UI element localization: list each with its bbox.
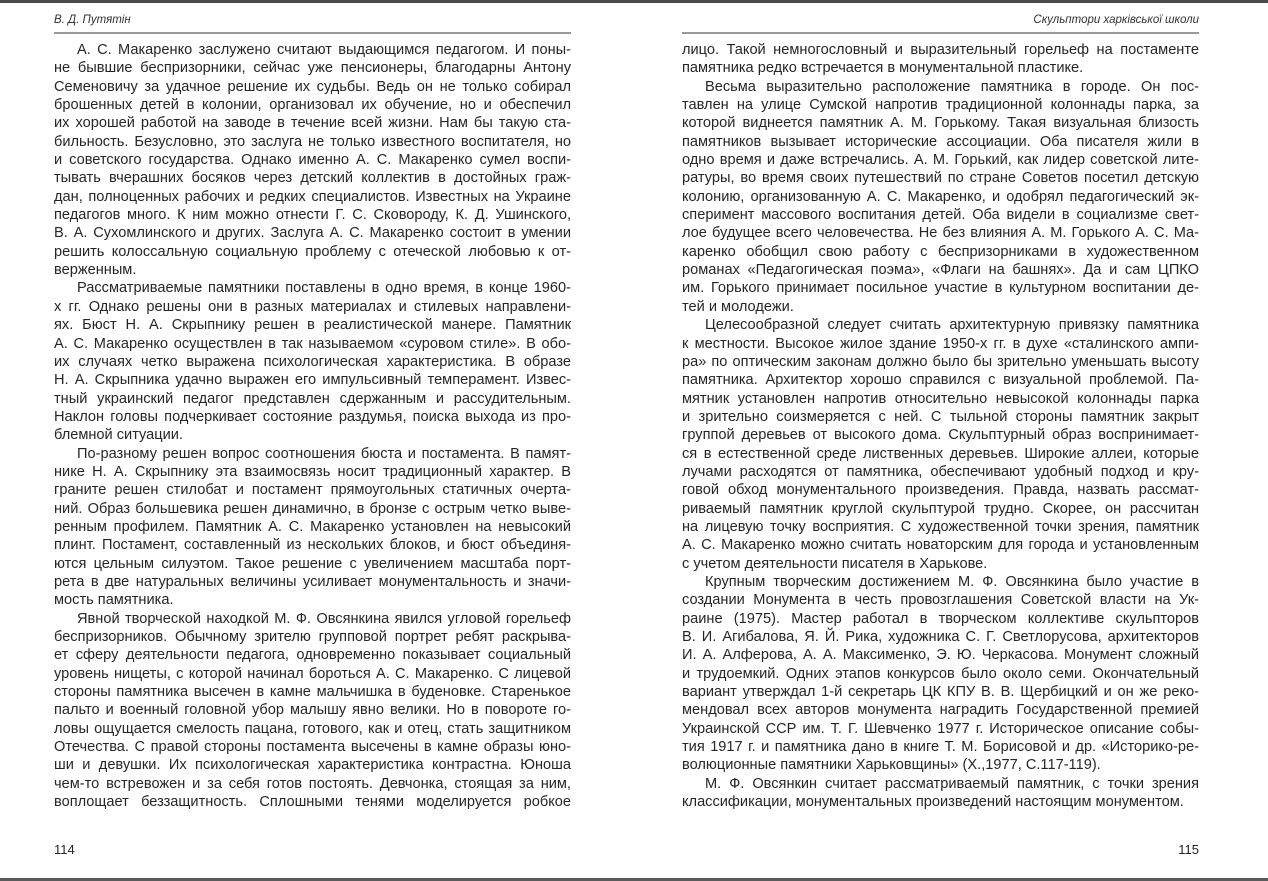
- text-line: А. С. Макаренко можно считать новаторским для города и установленным: [682, 537, 1199, 554]
- text-line: А. С. Макаренко заслужено считают выдающимся педагогом. И поны-: [77, 42, 571, 58]
- text-line: тный украинский педагог представлен сдержанным и рассудительным.: [54, 390, 571, 407]
- text-line: Явной творческой находкой М. Ф. Овсянкина явился угловой горельеф: [77, 610, 571, 627]
- paragraph: [54, 610, 571, 812]
- text-line: на лицевую точку восприятия. С художественной точки зрения, памятник: [682, 518, 1199, 535]
- text-line: воплощает беззащитность. Сплошными тенями моделируется робкое: [54, 794, 571, 811]
- running-head-author: В. Д. Путятін: [54, 14, 131, 26]
- text-line: В. И. Агибалова, Я. Й. Рика, художника С. Г. Светлорусова, архитекторов: [682, 629, 1199, 645]
- text-line: которой виднеется памятник А. М. Горькому. Такая визуальная близость: [682, 115, 1199, 132]
- text-line: говой обход монументального произведения. Правда, назвать рассмат-: [682, 482, 1199, 499]
- text-line: пальто и военный головной убор малышу явно велики. Но в повороте го-: [54, 702, 571, 719]
- paragraph: [54, 279, 571, 444]
- text-line: их хорошей работой на заводе в течение всей жизни. Нам бы такую ста-: [54, 115, 571, 132]
- page-number: 115: [1178, 842, 1199, 857]
- paragraph: [682, 573, 1199, 775]
- text-line: нике Н. А. Скрыпнику эта взаимосвязь носит традиционный характер. В: [54, 463, 571, 480]
- text-line: раине (1975). Мастер работал в творческом коллективе скульпторов: [682, 610, 1199, 627]
- page-right: [682, 0, 1199, 881]
- text-line: их случаях четко выражена психологическая характеристика. В образе: [54, 353, 571, 370]
- text-line: памятников вызывает исторические ассоциации. Оба писателя жили в: [682, 133, 1199, 150]
- text-line: лицо. Такой немногословный и выразительный горельеф на постаменте: [682, 42, 1199, 58]
- text-line: создании Монумента в честь провозглашения Советской власти на Ук-: [682, 592, 1199, 609]
- text-line: ши и девушки. Их психологическая характеристика контрастна. Юноша: [54, 757, 571, 774]
- page-left: [54, 0, 571, 881]
- paragraph: [54, 445, 571, 610]
- text-line: классификации, монументальных произведений настоящим монументом.: [682, 794, 1184, 811]
- text-line: группой деревьев от высокого дома. Скульптурный образ воспринимает-: [682, 427, 1199, 444]
- text-line: мендовал всех авторов монумента наградить Государственной премией: [682, 702, 1199, 719]
- text-line: ях. Бюст Н. А. Скрыпнику решен в реалистической манере. Памятник: [54, 317, 571, 334]
- text-line: и трудоемкий. Одних этапов конкурсов было около семи. Окончательный: [682, 665, 1199, 682]
- text-line: им. Горького принимает посильное участие в культурном воспитании де-: [682, 280, 1199, 297]
- text-line: ренным профилем. Памятник А. С. Макаренко установлен на невысокий: [54, 518, 571, 535]
- text-line: Рассматриваемые памятники поставлены в одно время, в конце 1960-: [77, 280, 571, 297]
- text-line: одно время и даже встречались. А. М. Горький, как лидер советской лите-: [682, 152, 1199, 169]
- text-line: ет сферу деятельности педагога, одновременно показывает социальный: [54, 647, 571, 664]
- text-line: беспризорников. Обычному зрителю групповой портрет ребят раскрыва-: [54, 629, 571, 645]
- header-rule: [682, 32, 1199, 34]
- text-line: плинт. Постамент, составленный из нескольких блоков, и бюст объединя-: [54, 537, 571, 554]
- text-line: каренко обобщил свою работу с беспризорниками в художественном: [682, 243, 1199, 260]
- text-line: с учетом деятельности писателя в Харькове.: [682, 555, 988, 572]
- text-line: ловы ощущается смелость пацана, готового, как и отец, стать защитником: [54, 720, 571, 737]
- text-line: Украинской ССР им. Т. Г. Шевченко 1977 г. Историческое описание собы-: [682, 720, 1199, 737]
- text-line: ра» по оптическим законам должно было бы зрительно уменьшать высоту: [682, 353, 1199, 370]
- text-line: И. А. Алферова, А. А. Максименко, Э. Ю. Черкасова. Монумент сложный: [682, 647, 1199, 664]
- text-line: мость памятника.: [54, 592, 174, 609]
- text-line: х гг. Однако решены они в разных материалах и стилевых направлени-: [54, 298, 571, 315]
- text-line: В. А. Сухомлинского и других. Заслуга А. С. Макаренко состоит в умении: [54, 225, 571, 242]
- page-number: 114: [54, 842, 75, 857]
- text-line: А. С. Макаренко осуществлен в так называемом «суровом стиле». В обо-: [54, 335, 571, 352]
- text-line: памятника. Архитектор хорошо справился с визуальной проблемой. Па-: [682, 372, 1199, 389]
- text-line: ся в естественной среде лиственных деревьев. Широкие аллеи, которые: [682, 445, 1199, 462]
- text-line: ются цельным силуэтом. Такое решение с увеличением масштаба порт-: [54, 555, 571, 572]
- text-line: и советского государства. Однако именно А. С. Макаренко сумел воспи-: [54, 152, 571, 169]
- text-line: верженным.: [54, 262, 137, 279]
- text-line: вариант утверждал 1-й секретарь ЦК КПУ В. В. Щербицкий и он же реко-: [682, 684, 1199, 701]
- text-line: лое будущее всего человечества. Не без влияния А. М. Горького А. С. Ма-: [682, 225, 1199, 242]
- text-line: решить колоссальную социальную проблему с отеческой любовью к от-: [54, 243, 571, 260]
- text-line: риваемый памятник круглой скульптурой трудно. Скорее, он рассчитан: [682, 500, 1199, 517]
- text-line: граните решен стилобат и постамент прямоугольных статичных очерта-: [54, 482, 571, 499]
- text-line: тавлен на улице Сумской напротив традиционной колоннады парка, за: [682, 97, 1199, 114]
- text-line: романах «Педагогическая поэма», «Флаги на башнях». Да и сам ЦПКО: [682, 262, 1199, 279]
- text-line: Крупным творческим достижением М. Ф. Овсянкина было участие в: [705, 573, 1199, 590]
- page-body: [682, 41, 1199, 811]
- text-line: памятника редко встречается в монументальной пластике.: [682, 60, 1084, 77]
- text-line: не бывшие беспризорники, сейчас уже пенсионеры, благодарны Антону: [54, 60, 571, 77]
- text-line: чем-то встревожен и за себя готов постоять. Девчонка, стоящая за ним,: [54, 775, 571, 792]
- text-line: ратуры, во время своих путешествий по стране Советов посетил детскую: [682, 170, 1199, 187]
- text-line: тия 1917 г. и памятника дано в книге Т. М. Борисовой и др. «Историко-ре-: [682, 739, 1199, 756]
- paragraph: [54, 41, 571, 279]
- header-rule: [54, 32, 571, 34]
- text-line: Семеновичу за удачное решение их судьбы. Ведь он не только собирал: [54, 78, 571, 95]
- text-line: Весьма выразительно расположение памятника в городе. Он пос-: [705, 78, 1199, 95]
- text-line: брошенных детей в колонии, организовал их обучение, но и обеспечил: [54, 97, 571, 114]
- running-head-title: Скульптори харківської школи: [1033, 14, 1199, 26]
- text-line: к местности. Высокое жилое здание 1950-х гг. в духе «сталинского ампи-: [682, 335, 1199, 352]
- text-line: блемной ситуации.: [54, 427, 184, 444]
- text-line: бильность. Безусловно, это заслуга не только известного воспитателя, но: [54, 133, 571, 150]
- text-line: колонию, организованную А. С. Макаренко, и одобрял педагогический эк-: [682, 188, 1199, 205]
- paragraph: [682, 775, 1199, 812]
- text-line: мятник установлен напротив относительно невысокой колоннады парка: [682, 390, 1199, 407]
- text-line: Целесообразной следует считать архитектурную привязку памятника: [705, 317, 1199, 334]
- text-line: Отечества. С правой стороны постамента высечены в камне образы юно-: [54, 739, 571, 756]
- text-line: педагогов много. К ним можно отнести Г. С. Сковороду, К. Д. Ушинского,: [54, 207, 571, 224]
- text-line: рета в две натуральных величины усиливает монументальность и значи-: [54, 573, 571, 590]
- page-body: [54, 41, 571, 811]
- paragraph: [682, 41, 1199, 78]
- text-line: волюционные памятники Харьковщины» (Х.,1977, С.117-119).: [682, 757, 1101, 774]
- text-line: Наклон головы подчеркивает состояние раздумья, поиска выхода из про-: [54, 408, 571, 425]
- text-line: По-разному решен вопрос соотношения бюста и постамента. В памят-: [77, 445, 571, 462]
- paragraph: [682, 316, 1199, 573]
- paragraph: [682, 78, 1199, 316]
- text-line: Н. А. Скрыпника удачно выражен его импульсивный темперамент. Извес-: [54, 372, 571, 389]
- text-line: и зрительно соизмеряется с ней. С тыльной стороны памятник закрыт: [682, 408, 1199, 425]
- text-line: тей и молодежи.: [682, 298, 794, 315]
- text-line: уровень нищеты, с которой начинал бороться А. С. Макаренко. С лицевой: [54, 665, 571, 682]
- text-line: ний. Образ большевика решен динамично, в бронзе с острым четко выве-: [54, 500, 571, 517]
- text-line: М. Ф. Овсянкин считает рассматриваемый памятник, с точки зрения: [705, 775, 1199, 792]
- text-line: лучами расходятся от памятника, обеспечивают удобный подход и кру-: [682, 463, 1199, 480]
- text-line: тывать вчерашних босяков через детский коллектив в достойных граж-: [54, 170, 571, 187]
- text-line: сперимент массового воспитания детей. Оба видели в социализме свет-: [682, 207, 1199, 224]
- text-line: дан, полноценных рабочих и редких специалистов. Известных на Украине: [54, 188, 571, 205]
- text-line: стороны памятника высечен в камне мальчишка в буденовке. Старенькое: [54, 684, 571, 701]
